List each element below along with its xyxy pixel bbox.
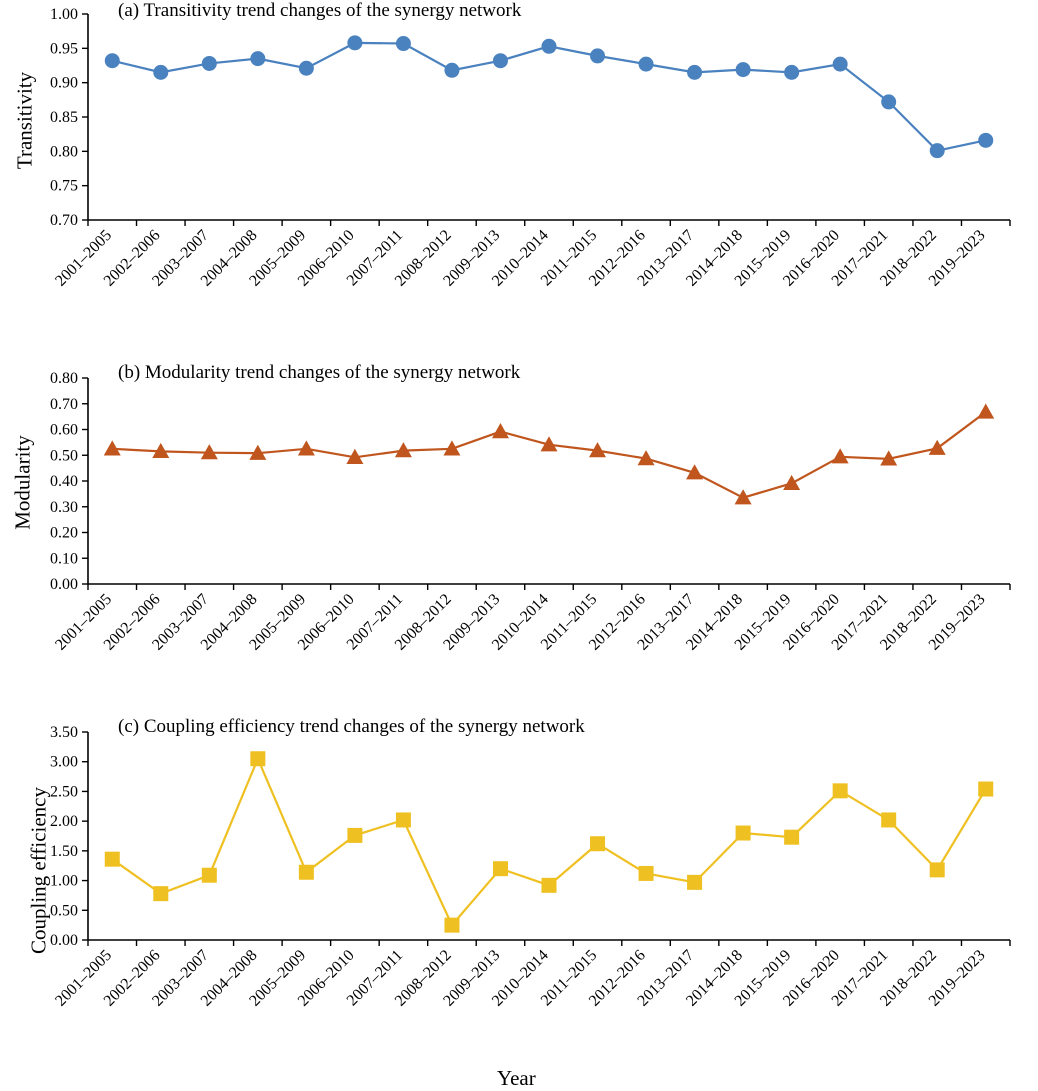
x-category-label: 2012–2016: [585, 226, 649, 290]
data-point-marker: [832, 448, 849, 463]
y-tick-label: 0.90: [50, 74, 78, 92]
panel-c-title: (c) Coupling efficiency trend changes of the synergy network: [118, 716, 585, 737]
series-line: [112, 759, 985, 925]
y-tick-label: 1.50: [50, 842, 78, 860]
y-tick-label: 2.00: [50, 813, 78, 831]
y-tick-label: 0.20: [50, 524, 78, 542]
y-tick-label: 0.50: [50, 447, 78, 465]
x-category-label: 2011–2015: [537, 226, 601, 290]
panel-b-title: (b) Modularity trend changes of the synergy network: [118, 362, 521, 383]
data-point-marker: [930, 862, 945, 877]
data-point-marker: [687, 65, 702, 80]
y-tick-label: 0.00: [50, 576, 78, 593]
x-category-label: 2006–2010: [294, 590, 358, 654]
x-category-label: 2019–2023: [925, 226, 989, 290]
panel-a-title: (a) Transitivity trend changes of the synergy network: [118, 0, 522, 21]
x-category-label: 2007–2011: [343, 590, 407, 654]
y-tick-label: 2.50: [50, 783, 78, 801]
data-point-marker: [298, 440, 315, 455]
data-point-marker: [929, 440, 946, 455]
x-category-label: 2001–2005: [52, 946, 116, 1010]
x-category-label: 2009–2013: [440, 590, 504, 654]
y-tick-label: 3.50: [50, 724, 78, 741]
data-point-marker: [833, 57, 848, 72]
y-tick-label: 0.40: [50, 473, 78, 490]
y-tick-label: 0.95: [50, 40, 78, 58]
x-category-label: 2008–2012: [391, 590, 455, 654]
data-point-marker: [202, 868, 217, 883]
y-tick-label: 0.80: [50, 370, 78, 387]
x-category-label: 2015–2019: [731, 590, 795, 654]
panel-a-ylabel: Transitivity: [12, 71, 37, 170]
chart-panel-c: [0, 708, 1038, 1091]
y-tick-label: 0.70: [50, 395, 78, 413]
data-point-marker: [444, 918, 459, 933]
y-tick-label: 0.60: [50, 421, 78, 439]
x-category-label: 2018–2022: [877, 590, 941, 654]
x-category-label: 2007–2011: [343, 226, 407, 290]
x-category-label: 2003–2007: [149, 226, 213, 290]
panel-c-ylabel: Coupling efficiency: [26, 787, 51, 954]
x-category-label: 2006–2010: [294, 946, 358, 1010]
x-category-label: 2005–2009: [246, 590, 310, 654]
data-point-marker: [250, 51, 265, 66]
x-category-label: 2012–2016: [585, 946, 649, 1010]
y-tick-label: 1.00: [50, 6, 78, 23]
y-tick-label: 0.10: [50, 550, 78, 568]
data-point-marker: [978, 133, 993, 148]
x-category-label: 2010–2014: [488, 946, 552, 1010]
x-category-label: 2010–2014: [488, 226, 552, 290]
y-tick-label: 0.50: [50, 902, 78, 920]
data-point-marker: [153, 886, 168, 901]
x-category-label: 2005–2009: [246, 946, 310, 1010]
data-point-marker: [783, 475, 800, 490]
x-category-label: 2004–2008: [197, 946, 261, 1010]
x-category-label: 2015–2019: [731, 226, 795, 290]
data-point-marker: [443, 440, 460, 455]
data-point-marker: [396, 812, 411, 827]
data-point-marker: [977, 403, 994, 418]
data-point-marker: [347, 828, 362, 843]
x-category-label: 2003–2007: [149, 590, 213, 654]
x-category-label: 2007–2011: [343, 946, 407, 1010]
x-category-label: 2009–2013: [440, 226, 504, 290]
x-category-label: 2008–2012: [391, 226, 455, 290]
data-point-marker: [833, 783, 848, 798]
data-point-marker: [493, 53, 508, 68]
x-category-label: 2010–2014: [488, 590, 552, 654]
data-point-marker: [930, 143, 945, 158]
x-category-label: 2015–2019: [731, 946, 795, 1010]
x-category-label: 2002–2006: [100, 946, 164, 1010]
data-point-marker: [590, 836, 605, 851]
x-category-label: 2014–2018: [683, 946, 746, 1010]
y-tick-label: 0.85: [50, 109, 78, 126]
panel-c-plot: [0, 708, 1038, 1091]
panel-b-plot: [0, 352, 1038, 707]
data-point-marker: [736, 62, 751, 77]
data-point-marker: [347, 35, 362, 50]
x-category-label: 2016–2020: [780, 226, 843, 290]
x-category-label: 2008–2012: [391, 946, 455, 1010]
x-category-label: 2019–2023: [925, 590, 989, 654]
data-point-marker: [493, 861, 508, 876]
data-point-marker: [784, 65, 799, 80]
series-line: [112, 412, 985, 498]
x-category-label: 2001–2005: [52, 226, 116, 290]
data-point-marker: [542, 39, 557, 54]
x-category-label: 2004–2008: [197, 226, 261, 290]
x-category-label: 2019–2023: [925, 946, 989, 1010]
x-category-label: 2005–2009: [246, 226, 310, 290]
panel-b-ylabel: Modularity: [10, 435, 35, 530]
y-tick-label: 0.00: [50, 932, 78, 949]
data-point-marker: [736, 826, 751, 841]
data-point-marker: [639, 866, 654, 881]
x-category-label: 2018–2022: [877, 226, 941, 290]
data-point-marker: [542, 878, 557, 893]
x-category-label: 2013–2017: [634, 226, 698, 290]
panel-c-xlabel: Year: [497, 1066, 536, 1090]
data-point-marker: [250, 751, 265, 766]
x-category-label: 2011–2015: [537, 590, 601, 654]
x-category-label: 2009–2013: [440, 946, 504, 1010]
data-point-marker: [299, 61, 314, 76]
x-category-label: 2002–2006: [100, 226, 164, 290]
y-tick-label: 1.00: [50, 872, 78, 890]
data-point-marker: [299, 865, 314, 880]
data-point-marker: [590, 48, 605, 63]
chart-panel-a: [0, 0, 1038, 350]
x-category-label: 2012–2016: [585, 590, 649, 654]
y-tick-label: 0.70: [50, 212, 78, 229]
y-tick-label: 0.30: [50, 498, 78, 516]
x-category-label: 2014–2018: [683, 590, 746, 654]
x-category-label: 2017–2021: [828, 590, 892, 654]
data-point-marker: [396, 36, 411, 51]
x-category-label: 2002–2006: [100, 590, 164, 654]
x-category-label: 2006–2010: [294, 226, 358, 290]
x-category-label: 2001–2005: [52, 590, 116, 654]
data-point-marker: [444, 63, 459, 78]
data-point-marker: [492, 423, 509, 438]
x-category-label: 2013–2017: [634, 946, 698, 1010]
y-tick-label: 0.75: [50, 177, 78, 195]
data-point-marker: [881, 812, 896, 827]
x-category-label: 2011–2015: [537, 946, 601, 1010]
series-line: [112, 43, 985, 151]
data-point-marker: [202, 56, 217, 71]
x-category-label: 2018–2022: [877, 946, 941, 1010]
x-category-label: 2003–2007: [149, 946, 213, 1010]
data-point-marker: [784, 830, 799, 845]
y-tick-label: 3.00: [50, 753, 78, 771]
chart-panel-b: [0, 352, 1038, 707]
x-category-label: 2016–2020: [780, 946, 843, 1010]
data-point-marker: [687, 875, 702, 890]
x-category-label: 2017–2021: [828, 226, 892, 290]
x-category-label: 2013–2017: [634, 590, 698, 654]
x-category-label: 2004–2008: [197, 590, 261, 654]
data-point-marker: [105, 852, 120, 867]
data-point-marker: [104, 440, 121, 455]
panel-a-plot: [0, 0, 1038, 350]
data-point-marker: [153, 65, 168, 80]
x-category-label: 2016–2020: [780, 590, 843, 654]
data-point-marker: [105, 53, 120, 68]
y-tick-label: 0.80: [50, 143, 78, 161]
x-category-label: 2014–2018: [683, 226, 746, 290]
data-point-marker: [639, 57, 654, 72]
data-point-marker: [978, 782, 993, 797]
data-point-marker: [881, 94, 896, 109]
x-category-label: 2017–2021: [828, 946, 892, 1010]
